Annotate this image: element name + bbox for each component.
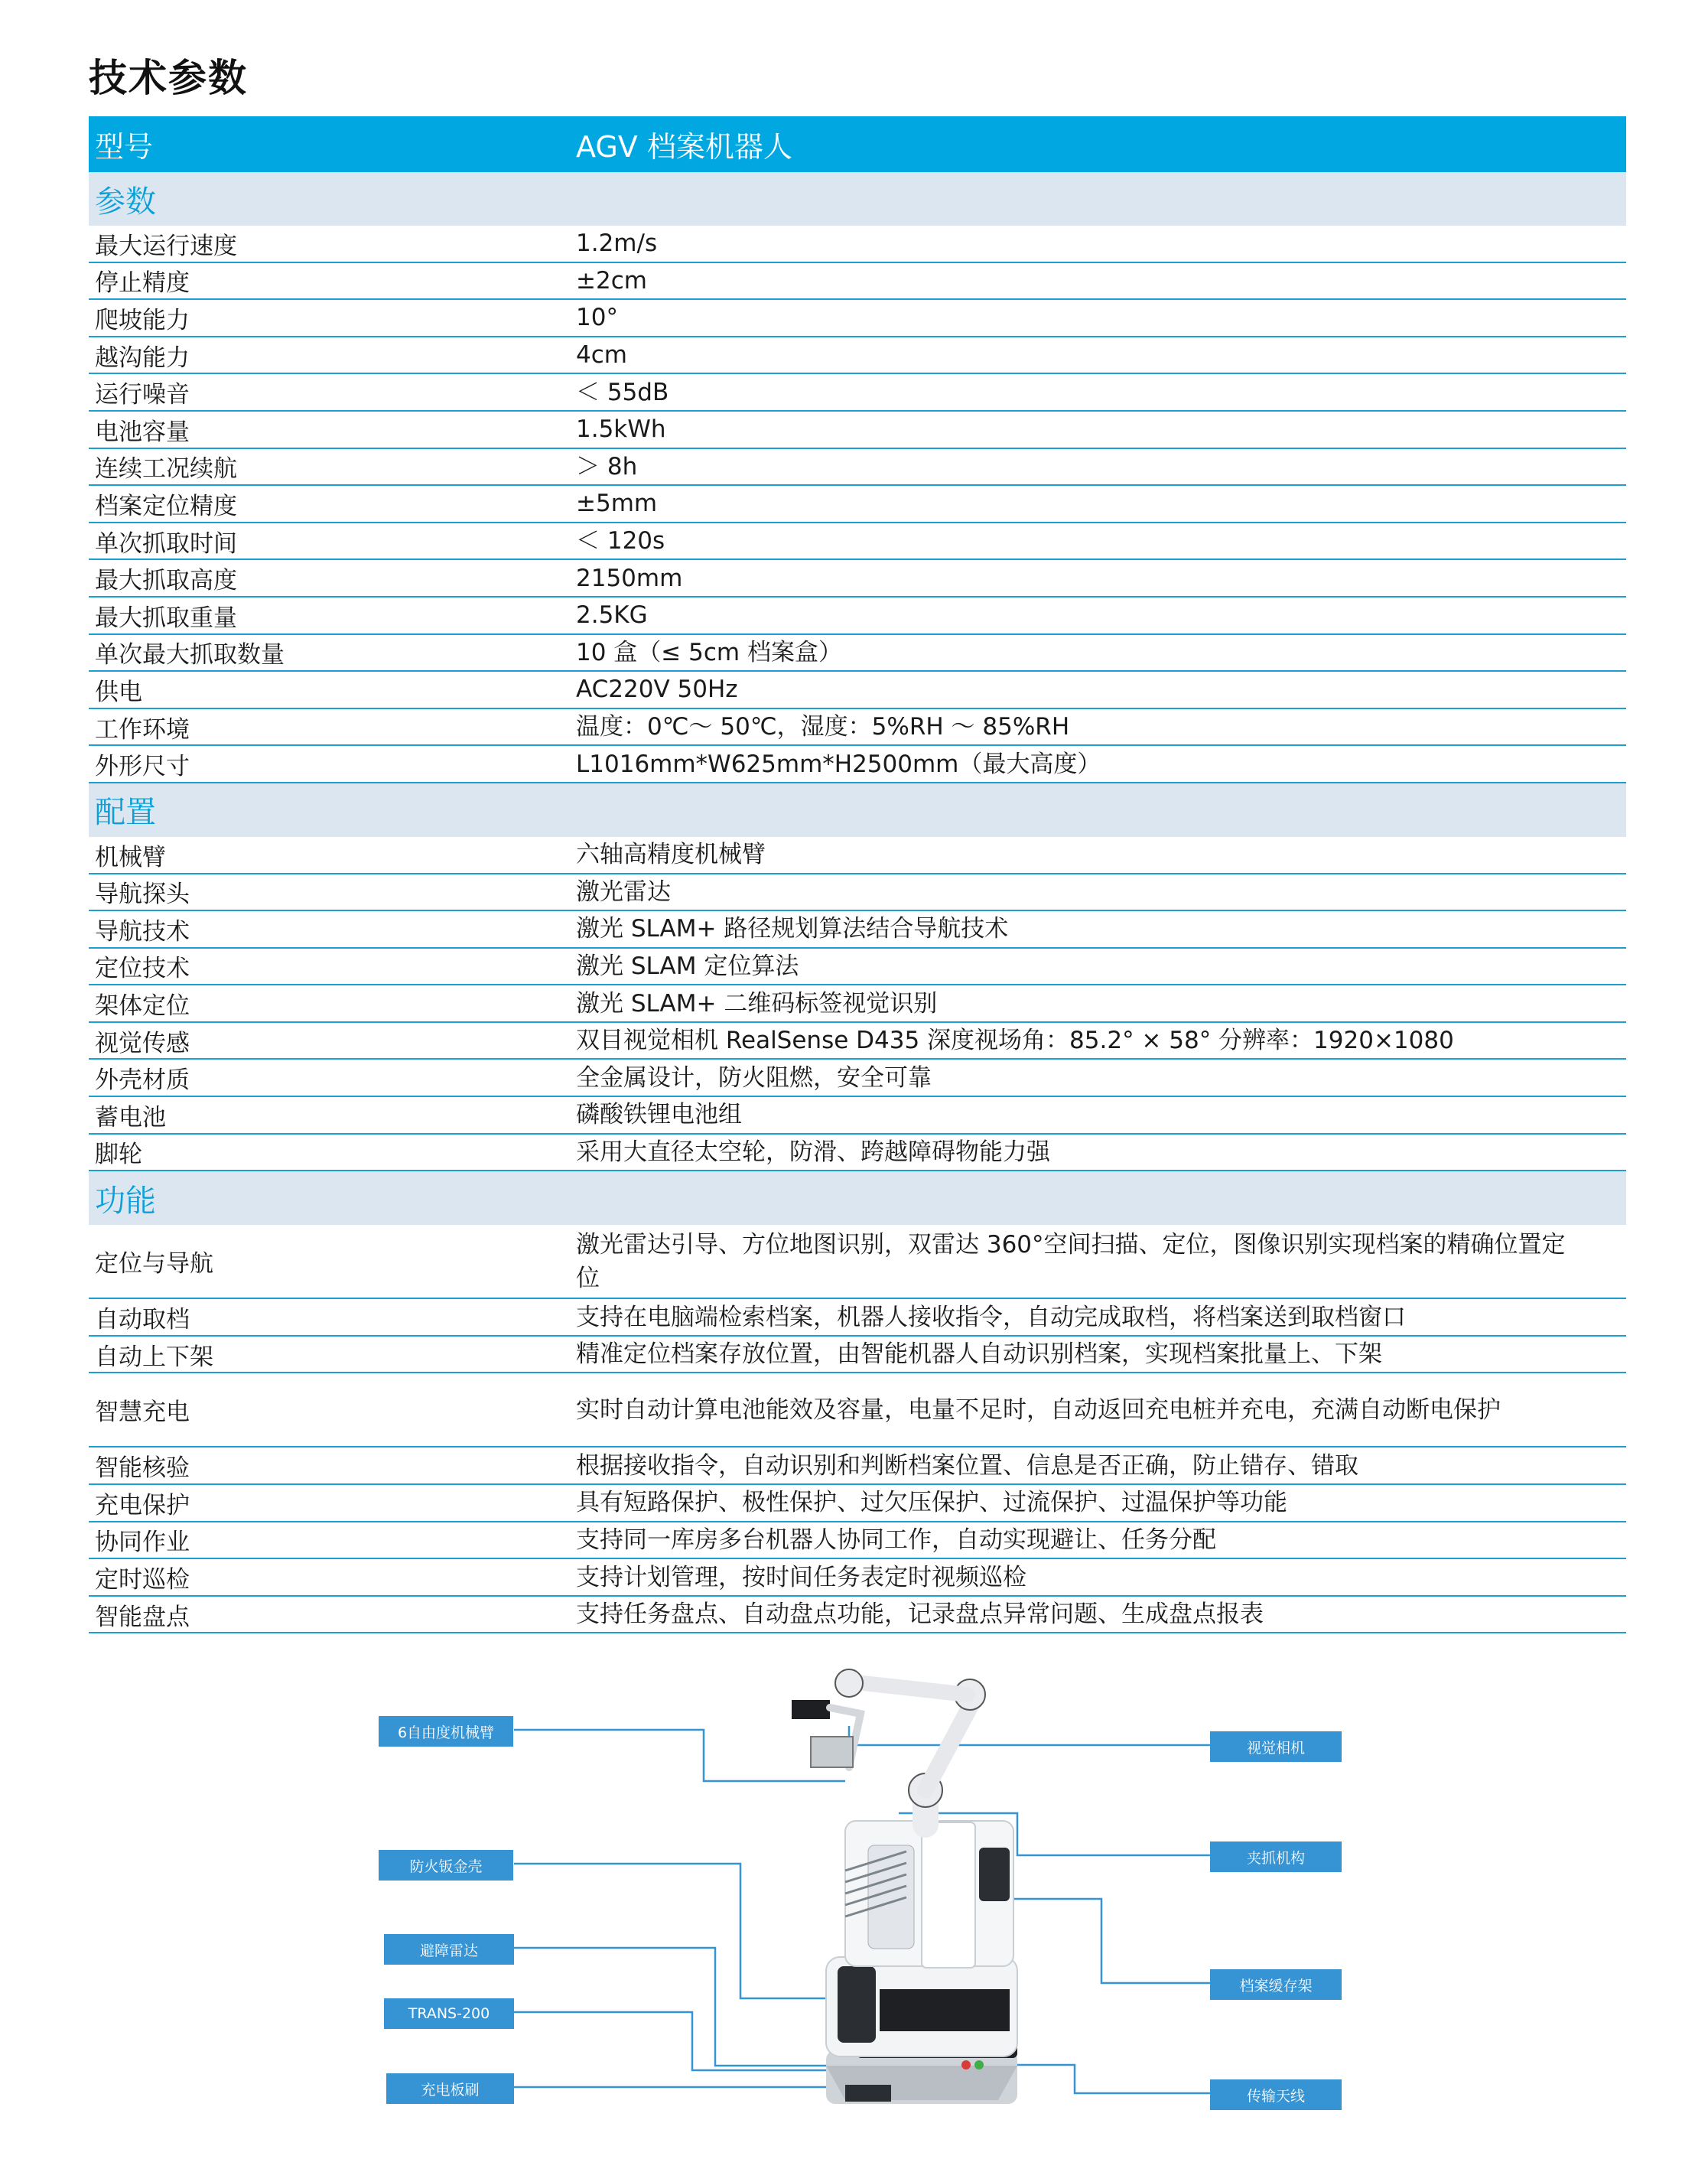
row-value: 激光 SLAM+ 二维码标签视觉识别 <box>576 989 938 1018</box>
callout-label: 防火钣金壳 <box>379 1850 513 1881</box>
table-row <box>89 449 1626 487</box>
row-value: L1016mm*W625mm*H2500mm（最大高度） <box>576 750 1101 778</box>
callout-label: 视觉相机 <box>1210 1731 1342 1762</box>
section-header: 配置 <box>89 783 1626 837</box>
row-label: 智慧充电 <box>95 1399 190 1427</box>
row-value: 10° <box>576 304 618 332</box>
table-row <box>89 672 1626 709</box>
row-label: 定时巡检 <box>95 1566 190 1594</box>
row-value: 磷酸铁锂电池组 <box>576 1101 742 1129</box>
robot-diagram <box>0 1668 1708 2142</box>
row-value: ＜ 120s <box>576 527 665 555</box>
row-value: 支持计划管理，按时间任务表定时视频巡检 <box>576 1563 1026 1591</box>
section-rows <box>89 226 1626 783</box>
table-row <box>89 300 1626 337</box>
table-header <box>89 116 1626 172</box>
spec-table <box>89 116 1626 1633</box>
callout-label: 档案缓存架 <box>1210 1969 1342 2000</box>
row-label: 工作环境 <box>95 715 190 744</box>
row-label: 爬坡能力 <box>95 306 190 334</box>
row-label: 单次抓取时间 <box>95 529 237 558</box>
row-label: 供电 <box>95 678 142 706</box>
table-row <box>89 1135 1626 1172</box>
section-header: 功能 <box>89 1171 1626 1225</box>
header-label: 型号 <box>95 130 154 164</box>
section-rows <box>89 1225 1626 1633</box>
row-value: AC220V 50Hz <box>576 676 738 704</box>
row-value: 2150mm <box>576 564 683 592</box>
row-label: 智能盘点 <box>95 1603 190 1631</box>
row-value: 4cm <box>576 341 627 370</box>
header-value: AGV 档案机器人 <box>576 130 792 164</box>
table-row <box>89 523 1626 561</box>
row-label: 越沟能力 <box>95 344 190 372</box>
table-row <box>89 837 1626 874</box>
row-value: 双目视觉相机 RealSense D435 深度视场角：85.2° × 58° 分辨率：1920×1080 <box>576 1027 1454 1055</box>
row-label: 协同作业 <box>95 1529 190 1557</box>
row-label: 导航技术 <box>95 917 190 946</box>
row-value: 采用大直径太空轮，防滑、跨越障碍物能力强 <box>576 1138 1050 1166</box>
row-value: 精准定位档案存放位置，由智能机器人自动识别档案，实现档案批量上、下架 <box>576 1340 1382 1369</box>
robot-body <box>826 1821 1017 2069</box>
robot-arm <box>792 1669 985 1825</box>
table-row <box>89 486 1626 523</box>
row-value: ＞ 8h <box>576 452 638 480</box>
row-value: 六轴高精度机械臂 <box>576 841 766 869</box>
row-value: 具有短路保护、极性保护、过欠压保护、过流保护、过温保护等功能 <box>576 1489 1287 1517</box>
robot-illustration <box>0 1668 1708 2142</box>
row-label: 停止精度 <box>95 269 190 298</box>
table-row <box>89 1373 1626 1447</box>
row-value: 1.2m/s <box>576 230 658 258</box>
table-sections <box>89 172 1626 1633</box>
row-label: 定位与导航 <box>95 1250 213 1278</box>
row-label: 导航探头 <box>95 881 190 909</box>
table-row <box>89 746 1626 783</box>
row-value: 支持同一库房多台机器人协同工作，自动实现避让、任务分配 <box>576 1526 1216 1554</box>
row-label: 最大抓取高度 <box>95 567 237 595</box>
callout-label: 避障雷达 <box>384 1934 514 1965</box>
callout-label: 传输天线 <box>1210 2079 1342 2110</box>
table-row <box>89 985 1626 1023</box>
row-label: 定位技术 <box>95 955 190 983</box>
table-row <box>89 1299 1626 1337</box>
table-row <box>89 1485 1626 1522</box>
row-label: 运行噪音 <box>95 381 190 409</box>
table-row <box>89 911 1626 949</box>
page-title: 技术参数 <box>89 56 248 100</box>
row-value: 激光雷达 <box>576 878 671 906</box>
row-label: 外形尺寸 <box>95 753 190 781</box>
table-row <box>89 949 1626 986</box>
row-label: 连续工况续航 <box>95 455 237 484</box>
row-value: 2.5KG <box>576 601 648 630</box>
row-label: 电池容量 <box>95 418 190 446</box>
row-label: 架体定位 <box>95 992 190 1021</box>
table-row <box>89 560 1626 598</box>
section-rows <box>89 837 1626 1171</box>
table-row <box>89 635 1626 672</box>
table-row <box>89 709 1626 747</box>
table-row <box>89 1225 1626 1299</box>
table-row <box>89 1522 1626 1560</box>
row-value: 支持在电脑端检索档案，机器人接收指令，自动完成取档，将档案送到取档窗口 <box>576 1303 1406 1331</box>
row-label: 单次最大抓取数量 <box>95 641 285 669</box>
table-row <box>89 1023 1626 1060</box>
row-label: 自动取档 <box>95 1306 190 1334</box>
row-value: 激光 SLAM 定位算法 <box>576 952 799 980</box>
table-row <box>89 1097 1626 1135</box>
row-value: 10 盒（≤ 5cm 档案盒） <box>576 638 842 666</box>
row-label: 档案定位精度 <box>95 492 237 520</box>
row-value: ±5mm <box>576 490 658 518</box>
table-row <box>89 374 1626 412</box>
row-value: 全金属设计，防火阻燃，安全可靠 <box>576 1063 932 1092</box>
row-label: 蓄电池 <box>95 1103 166 1132</box>
table-row <box>89 412 1626 449</box>
callout-label: TRANS-200 <box>384 1998 514 2029</box>
callout-label: 夹抓机构 <box>1210 1842 1342 1872</box>
section-header: 参数 <box>89 172 1626 226</box>
row-value: 实时自动计算电池能效及容量，电量不足时，自动返回充电桩并充电，充满自动断电保护 <box>576 1395 1501 1424</box>
row-value: 1.5kWh <box>576 415 666 444</box>
callout-label: 充电板刷 <box>386 2073 514 2104</box>
row-label: 机械臂 <box>95 843 166 871</box>
row-label: 外壳材质 <box>95 1066 190 1095</box>
table-row <box>89 1447 1626 1485</box>
row-value: ±2cm <box>576 266 647 295</box>
row-value: 根据接收指令，自动识别和判断档案位置、信息是否正确，防止错存、错取 <box>576 1451 1358 1480</box>
row-value: 温度：0℃～ 50℃，湿度：5%RH ～ 85%RH <box>576 713 1070 741</box>
table-row <box>89 1597 1626 1634</box>
table-row <box>89 226 1626 263</box>
table-row <box>89 874 1626 912</box>
row-label: 最大抓取重量 <box>95 604 237 632</box>
row-label: 最大运行速度 <box>95 232 237 260</box>
table-row <box>89 263 1626 301</box>
table-row <box>89 1060 1626 1097</box>
row-value: 激光 SLAM+ 路径规划算法结合导航技术 <box>576 915 1009 943</box>
table-row <box>89 1559 1626 1597</box>
row-label: 脚轮 <box>95 1141 142 1169</box>
row-label: 充电保护 <box>95 1491 190 1519</box>
row-label: 智能核验 <box>95 1454 190 1483</box>
row-label: 自动上下架 <box>95 1343 213 1371</box>
table-row <box>89 598 1626 635</box>
row-value: ＜ 55dB <box>576 378 669 406</box>
table-row <box>89 1337 1626 1374</box>
row-value: 激光雷达引导、方位地图识别，双雷达 360°空间扫描、定位，图像识别实现档案的精确位置定位 <box>576 1230 1566 1292</box>
table-row <box>89 337 1626 375</box>
callout-label: 6自由度机械臂 <box>379 1716 513 1747</box>
row-value: 支持任务盘点、自动盘点功能，记录盘点异常问题、生成盘点报表 <box>576 1601 1264 1629</box>
row-label: 视觉传感 <box>95 1029 190 1057</box>
